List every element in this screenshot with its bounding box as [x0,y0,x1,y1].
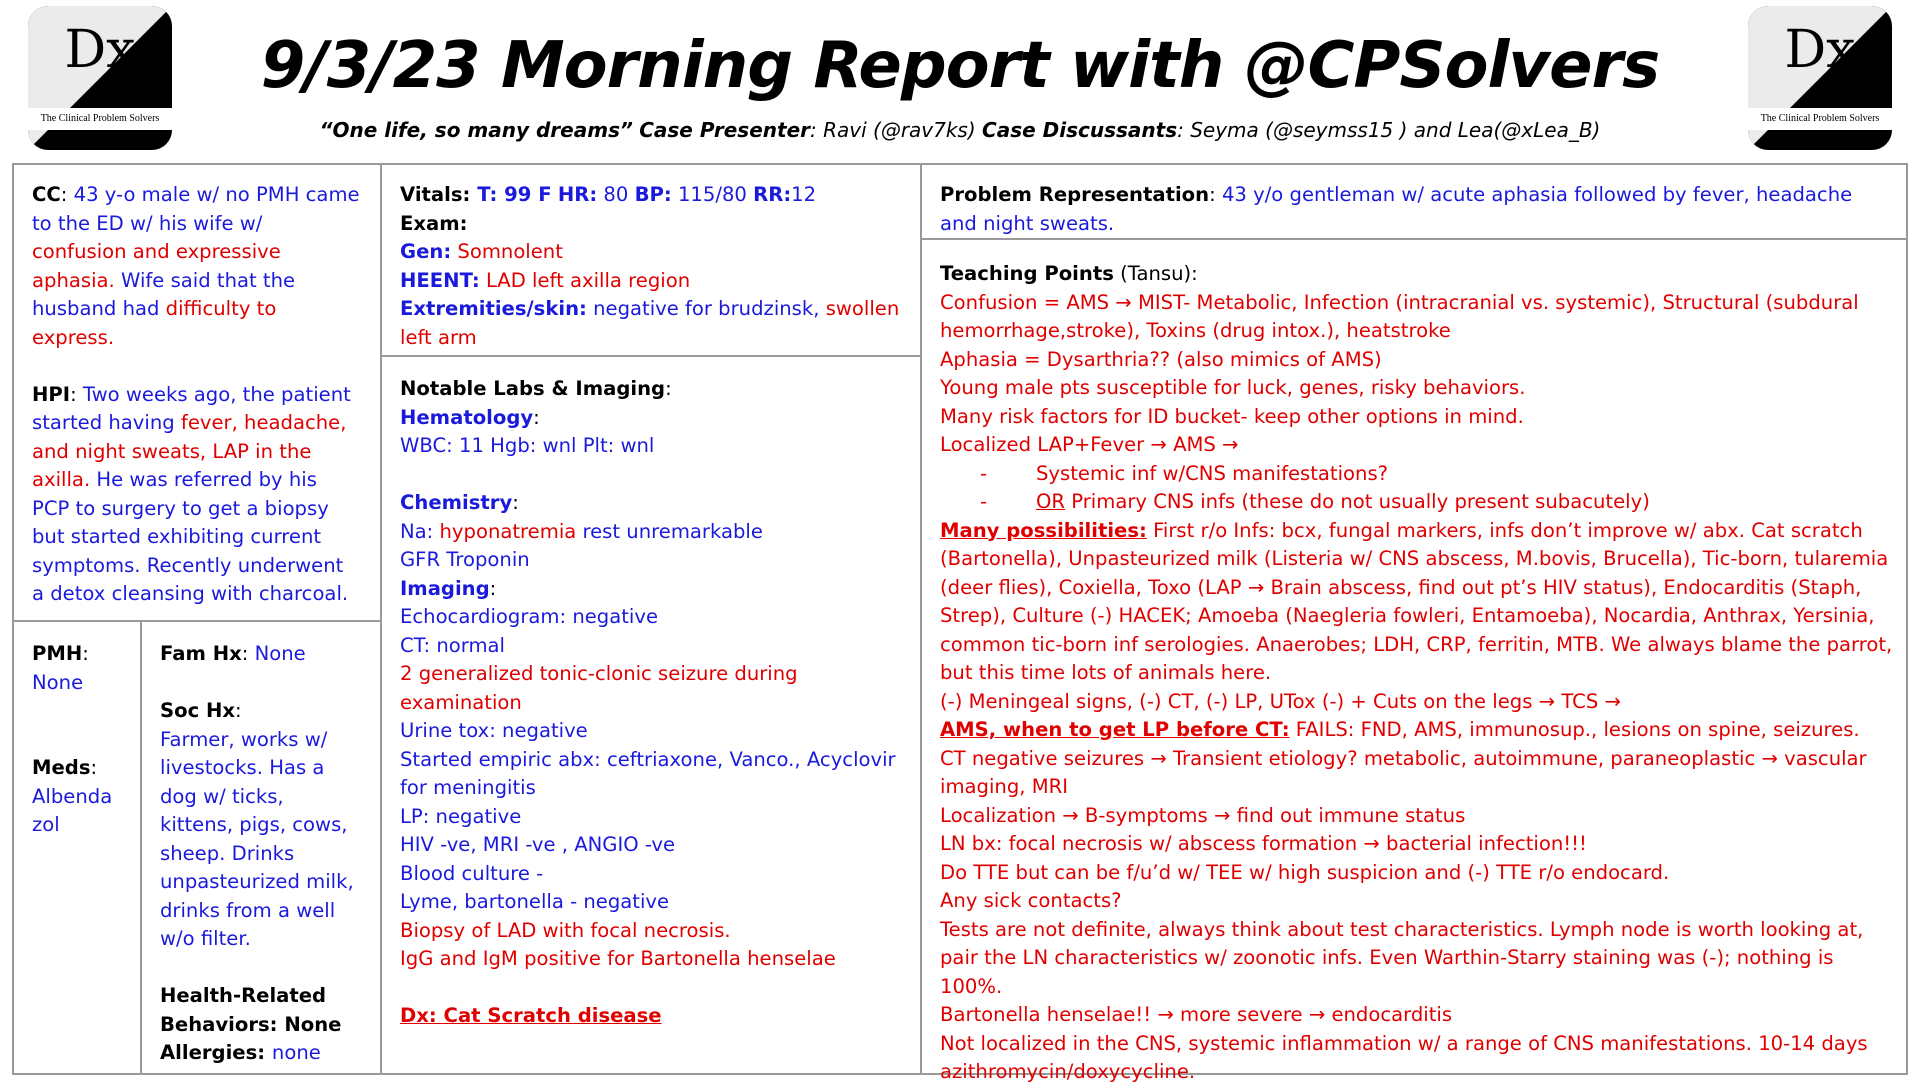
cc-text: 43 y-o male w/ no PMH came to the ED w/ his wife w/ [32,183,360,235]
teaching-point: Do TTE but can be f/u’d w/ TEE w/ high suspicion and (-) TTE r/o endocard. [940,860,1670,884]
meds-label: Meds [32,756,91,779]
hpi-label: HPI [32,382,71,406]
teaching-point: First r/o Infs: bcx, fungal markers, infs don’t improve w/ abx. Cat scratch (Bartonella), Unpasteurized milk (Listeria w/ CNS abscess, M.bovis, Brucella), Tic-born, tularemia (deer flies), Coxiella, Toxo (LAP → Brain abscess, find out pt’s HIV status), Endocarditis (Staph, Strep), Culture (-) HACEK; Amoeba (Naegleria fowleri, Entamoeba), Nocardia, Anthrax, Yersinia, common tic-born inf serologies. Anaerobes; LDH, CRP, ferritin, MTB. We always blame the parrot, but this time lots of animals here. [940,518,1893,684]
teaching-point: Aphasia = Dysarthria?? (also mimics of AMS) [940,347,1382,371]
lab-item: Started empiric abx: ceftriaxone, Vanco., Acyclovir for meningitis [400,747,896,799]
logo-right [1748,6,1892,150]
teaching-point: FAILS: FND, AMS, immunosup., lesions on spine, seizures. [1289,718,1860,741]
vitals-label: Vitals [400,183,463,206]
teaching-point: Bartonella henselae!! → more severe → endocarditis [940,1003,1453,1026]
cc-text: confusion and expressive aphasia. [32,240,281,292]
logo-left [28,6,172,150]
teaching-by: (Tansu): [1120,262,1198,285]
exam-ext-label: Extremities/skin: [400,297,587,320]
famhx-value: None [254,642,306,665]
teaching-subpoint: Primary CNS infs (these do not usually present subacutely) [1065,490,1650,513]
problem-representation-section: Problem Representation: 43 y/o gentleman w/ acute aphasia followed by fever, headache and night sweats. [940,183,1853,235]
gfr-troponin: GFR Troponin [400,548,530,571]
teaching-point: Localization → B-symptoms → find out immune status [940,803,1466,827]
vital-rr: 12 [791,183,817,206]
lab-item: IgG and IgM positive for Bartonella henselae [400,947,836,970]
lp-label: AMS, when to get LP before CT: [940,718,1290,741]
exam-gen-label: Gen: [400,240,452,263]
teaching-subpoint: Systemic inf w/CNS manifestations? [1036,461,1389,485]
exam-heent-label: HEENT: [400,268,480,292]
presenter-label: Case Presenter [639,118,810,142]
cc-hpi-section [14,163,380,609]
logo-caption: The Clinical Problem Solvers [28,108,172,130]
teaching-points-section: Teaching Points (Tansu): Confusion = AMS → MIST- Metabolic, Infection (intracranial vs. systemic), Structural (subdural hemorrhage,stroke), Toxins (drug intox.), heatstroke Aphasia = Dysarthria?? (also mimics of AMS) Young male pts susceptible for luck, genes, risky behaviors. Many risk factors for ID bucket- keep other options in mind. Localized LAP+Fever → AMS → - Systemic inf w/CNS manifestations? - OR Primary CNS infs (these do not usually present subacutely) Many possibilities: First r/o Infs: bcx, fungal markers, infs don’t improve w/ abx. Cat scratch (Bartonella), Unpasteurized milk (Listeria w/ CNS abscess, M.bovis, Brucella), Tic-born, tularemia (deer flies), Coxiella, Toxo (LAP → Brain abscess, find out pt’s HIV status), Endocarditis (Staph, Strep), Culture (-) HACEK; Amoeba (Naegleria fowleri, Entamoeba), Nocardia, Anthrax, Yersinia, common tic-born inf serologies. Anaerobes; LDH, CRP, ferritin, MTB. We always blame the parrot, but this time lots of animals here. (-) Meningeal signs, (-) CT, (-) LP, UTox (-) + Cuts on the legs → TCS → AMS, when to get LP before CT: FAILS: FND, AMS, immunosup., lesions on spine, seizures. CT negative seizures → Transient etiology? metabolic, autoimmune, paraneoplastic → vascular imaging, MRI Localization → B-symptoms → find out immune status LN bx: focal necrosis w/ abscess formation → bacterial infection!!! Do TTE but can be f/u’d w/ TEE w/ high suspicion and (-) TTE r/o endocard. Any sick contacts? Tests are not definite, always think about test characteristics. Lymph node is worth looking at, pair the LN characteristics w/ zoonotic infs. Even Warthin-Starry staining was (-); nothing is 100%. Bartonella henselae!! → more severe → endocarditis Not localized in the CNS, systemic inflammation w/ a range of CNS manifestations. 10-14 days azithromycin/doxycycline. [922,240,1908,1087]
allergies-value: none [271,1041,321,1064]
possibilities-label: Many possibilities: [940,518,1147,542]
vital-bp-label: BP: [634,183,672,206]
vital-hr-label: HR: [557,183,598,206]
hpi-text: fever, headache, and night sweats, LAP in the axilla. [32,411,347,491]
hema-values: WBC: 11 Hgb: wnl Plt: wnl [400,434,655,457]
problem-text: 43 y/o gentleman w/ acute aphasia followed by fever, headache and night sweats. [940,183,1853,235]
teaching-point: LN bx: focal necrosis w/ abscess formation → bacterial infection!!! [940,832,1587,855]
hpi-block: HPI: Two weeks ago, the patient started having fever, headache, and night sweats, LAP in the axilla. He was referred by his PCP to surgery to get a biopsy but started exhibiting current symptoms. Recently underwent a detox cleansing with charcoal. [32,382,351,605]
labs-label: Notable Labs & Imaging [400,377,666,400]
imaging-label: Imaging [400,576,490,600]
teaching-point: (-) Meningeal signs, (-) CT, (-) LP, UTox (-) + Cuts on the legs → TCS → [940,689,1621,713]
hema-label: Hematology [400,405,534,429]
subtitle: “One life, so many dreams” Case Presenter: Ravi (@rav7ks) Case Discussants: Seyma (@seymss15 ) and Lea(@xLea_B) [319,118,1601,142]
vital-hr: 80 [603,183,629,206]
lab-item: Lyme, bartonella - negative [400,890,670,913]
health-value: None [284,1012,342,1036]
teaching-point: Tests are not definite, always think about test characteristics. Lymph node is worth looking at, pair the LN characteristics w/ zoonotic infs. Even Warthin-Starry staining was (-); nothing is 100%. [940,917,1864,998]
teaching-point: Young male pts susceptible for luck, genes, risky behaviors. [940,376,1526,399]
logo-mark: Dx [64,20,136,80]
na-label: Na: [400,519,434,543]
sochx-value: Farmer, works w/ livestocks. Has a dog w/ ticks, kittens, pigs, cows, sheep. Drinks unpasteurized milk, drinks from a well w/o filter. [160,727,354,950]
labs-imaging-section: Notable Labs & Imaging: Hematology: WBC: 11 Hgb: wnl Plt: wnl Chemistry: Na: hyponatremia rest unremarkable GFR Troponin Imaging: Echocardiogram: negative CT: normal 2 generalized tonic-clonic seizure during examination Urine tox: negative Started empiric abx: ceftriaxone, Vanco., Acyclovir for meningitis LP: negative HIV -ve, MRI -ve , ANGIO -ve Blood culture - Lyme, bartonella - negative Biopsy of LAD with focal necrosis. IgG and IgM positive for Bartonella henselae Dx: Cat Scratch disease [382,357,920,1031]
sochx-label: Soc Hx [160,699,236,722]
pmh-meds-section: PMH: None Meds: Albenda zol [14,622,140,840]
teaching-label: Teaching Points [940,262,1114,285]
discussants: Seyma (@seymss15 ) and Lea(@xLea_B) [1190,118,1601,142]
cc-text: difficulty to express. [32,297,277,349]
logo-caption: The Clinical Problem Solvers [1748,108,1892,130]
problem-label: Problem Representation [940,183,1210,206]
health-label: Health-Related Behaviors [160,984,327,1036]
lab-item: Urine tox: negative [400,719,588,742]
na-value: hyponatremia [439,519,577,543]
exam-ext: negative for brudzinsk, [593,297,820,320]
lab-item: 2 generalized tonic-clonic seizure during examination [400,662,798,714]
page-title: 9/3/23 Morning Report with @CPSolvers [260,29,1660,103]
teaching-point: CT negative seizures → Transient etiology? metabolic, autoimmune, paraneoplastic → vascular imaging, MRI [940,746,1867,798]
lab-item: Echocardiogram: negative [400,605,659,628]
discussants-label: Case Discussants [982,118,1178,142]
exam-gen: Somnolent [457,240,563,263]
lab-item: HIV -ve, MRI -ve , ANGIO -ve [400,833,676,856]
chem-label: Chemistry [400,491,513,514]
teaching-point: Any sick contacts? [940,889,1122,912]
pmh-label: PMH [32,642,83,665]
vital-temp: T: 99 F [477,183,552,206]
lab-item: CT: normal [400,633,505,657]
teaching-point: Localized LAP+Fever → AMS → [940,433,1239,456]
exam-label: Exam: [400,211,468,235]
presenter: Ravi (@rav7ks) [823,118,976,142]
hpi-text: Two weeks ago, the patient started having [32,382,351,434]
exam-ext: swollen left arm [400,297,900,349]
vital-bp: 115/80 [677,183,747,206]
exam-heent: LAD left axilla region [485,268,691,292]
famhx-label: Fam Hx [160,642,242,665]
diagnosis: Dx: Cat Scratch disease [400,1004,662,1027]
chem-rest: rest unremarkable [582,519,763,543]
teaching-subpoint-or: OR [1036,490,1066,513]
teaching-point: Confusion = AMS → MIST- Metabolic, Infection (intracranial vs. systemic), Structural (subdural hemorrhage,stroke), Toxins (drug intox.), heatstroke [940,290,1859,342]
vitals-exam-section: Vitals: T: 99 F HR: 80 BP: 115/80 RR:12 Exam: Gen: Somnolent HEENT: LAD left axilla region Extremities/skin: negative for brudzinsk, swollen left arm [400,183,900,349]
cc-block: CC: 43 y-o male w/ no PMH came to the ED w/ his wife w/ confusion and expressive aphasia. Wife said that the husband had difficulty to express. [32,183,360,349]
cc-text: Wife said that the husband had [32,268,296,320]
logo-mark: Dx [1784,20,1856,80]
meds-value: Albenda zol [32,784,113,836]
hpi-text: He was referred by his PCP to surgery to get a biopsy but started exhibiting current symptoms. Recently underwent a detox cleansing with charcoal. [32,468,349,605]
teaching-point: Not localized in the CNS, systemic inflammation w/ a range of CNS manifestations. 10-14 days azithromycin/doxycycline. [940,1031,1868,1083]
lab-item: Biopsy of LAD with focal necrosis. [400,918,731,942]
allergies-label: Allergies [160,1041,258,1064]
vital-rr-label: RR: [753,183,792,206]
teaching-point: Many risk factors for ID bucket- keep other options in mind. [940,404,1524,428]
tagline: “One life, so many dreams” [319,118,633,142]
cc-label: CC [32,183,61,206]
pmh-value: None [32,670,84,694]
lab-item: Blood culture - [400,861,544,885]
lab-item: LP: negative [400,804,522,828]
social-history-section: Fam Hx: None Soc Hx: Farmer, works w/ livestocks. Has a dog w/ ticks, kittens, pigs, cows, sheep. Drinks unpasteurized milk, drinks from a well w/o filter. Health-Related Behaviors: None Allergies: none [142,622,380,1068]
